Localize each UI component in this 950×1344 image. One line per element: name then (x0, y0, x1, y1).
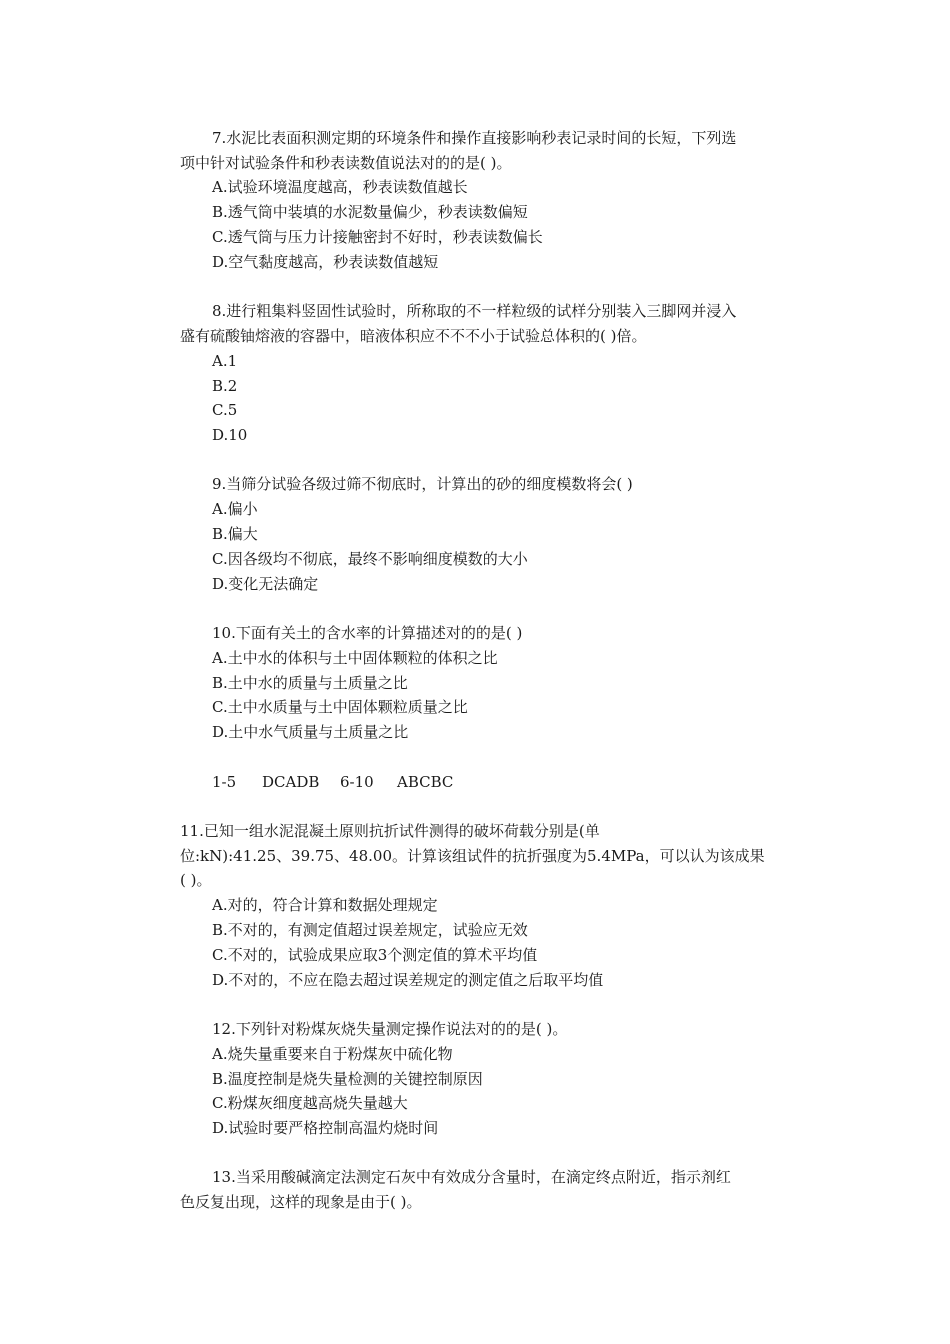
q7-option-b: B.透气筒中装填的水泥数量偏少，秒表读数偏短 (212, 203, 528, 221)
answer-key (212, 772, 453, 792)
q7-option-a: A.试验环境温度越高，秒表读数值越长 (212, 178, 468, 196)
q11-option-b: B.不对的，有测定值超过误差规定，试验应无效 (212, 921, 528, 939)
q13-stem-line2: 色反复出现，这样的现象是由于( )。 (180, 1193, 422, 1211)
q11-option-d: D.不对的，不应在隐去超过误差规定的测定值之后取平均值 (212, 971, 604, 989)
q7-stem-line1: 7.水泥比表面积测定期的环境条件和操作直接影响秒表记录时间的长短，下列选 (212, 129, 737, 147)
q7-stem-line2: 项中针对试验条件和秒表读数值说法对的的是( )。 (180, 154, 512, 172)
q8-stem-line2: 盛有硫酸铀熔液的容器中，暗液体积应不不不小于试验总体积的( )倍。 (180, 327, 647, 345)
q13-stem-line1: 13.当采用酸碱滴定法测定石灰中有效成分含量时，在滴定终点附近，指示剂红 (212, 1168, 731, 1186)
answer-range-1: 1-5 (212, 773, 237, 791)
q7-option-c: C.透气筒与压力计接触密封不好时，秒表读数偏长 (212, 228, 543, 246)
answer-key-1: DCADB (262, 773, 320, 791)
q8-option-a: A.1 (212, 352, 238, 370)
answer-key-2: ABCBC (397, 773, 454, 791)
q11-option-a: A.对的，符合计算和数据处理规定 (212, 896, 438, 914)
answer-range-2: 6-10 (340, 773, 374, 791)
q10-option-b: B.土中水的质量与土质量之比 (212, 674, 408, 692)
q7-option-d: D.空气黏度越高，秒表读数值越短 (212, 253, 439, 271)
q8-option-b: B.2 (212, 377, 238, 395)
q11-stem-line2: 位:kN):41.25、39.75、48.00。计算该组试件的抗折强度为5.4MPa，可以认为该成果 (180, 847, 765, 865)
q11-stem-line1: 11.已知一组水泥混凝土原则抗折试件测得的破坏荷载分别是(单 (180, 822, 600, 840)
q10-option-c: C.土中水质量与土中固体颗粒质量之比 (212, 698, 468, 716)
q11-option-c: C.不对的，试验成果应取3个测定值的算术平均值 (212, 946, 538, 964)
q11-stem-line3: ( )。 (180, 871, 212, 889)
q12-option-d: D.试验时要严格控制高温灼烧时间 (212, 1119, 439, 1137)
q9-stem-line1: 9.当筛分试验各级过筛不彻底时，计算出的砂的细度模数将会( ) (212, 475, 633, 493)
q12-option-c: C.粉煤灰细度越高烧失量越大 (212, 1094, 408, 1112)
q9-option-a: A.偏小 (212, 500, 258, 518)
q10-option-a: A.土中水的体积与土中固体颗粒的体积之比 (212, 649, 498, 667)
q10-stem-line1: 10.下面有关土的含水率的计算描述对的的是( ) (212, 624, 523, 642)
q8-option-d: D.10 (212, 426, 248, 444)
q9-option-d: D.变化无法确定 (212, 575, 319, 593)
q12-option-a: A.烧失量重要来自于粉煤灰中硫化物 (212, 1045, 453, 1063)
q8-stem-line1: 8.进行粗集料竖固性试验时，所称取的不一样粒级的试样分别装入三脚网并浸入 (212, 302, 737, 320)
q10-option-d: D.土中水气质量与土质量之比 (212, 723, 409, 741)
q8-option-c: C.5 (212, 401, 238, 419)
q12-stem-line1: 12.下列针对粉煤灰烧失量测定操作说法对的的是( )。 (212, 1020, 568, 1038)
q9-option-b: B.偏大 (212, 525, 258, 543)
q9-option-c: C.因各级均不彻底，最终不影响细度模数的大小 (212, 550, 528, 568)
q12-option-b: B.温度控制是烧失量检测的关键控制原因 (212, 1070, 483, 1088)
